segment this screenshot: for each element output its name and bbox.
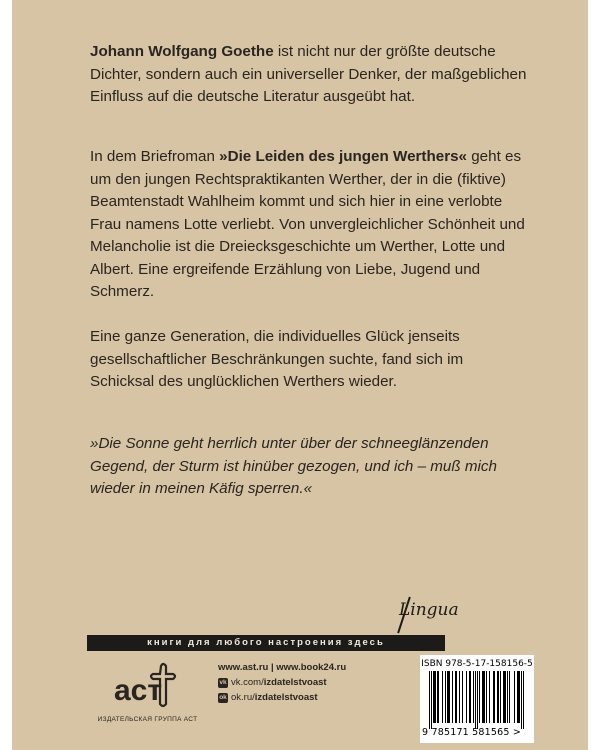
barcode-bar — [475, 671, 476, 729]
barcode-bar — [521, 671, 522, 729]
barcode-icon — [429, 671, 525, 729]
ok-prefix: ok.ru/ — [231, 691, 255, 703]
barcode-bar — [449, 671, 450, 723]
publisher-logo — [90, 660, 205, 730]
barcode-bar — [517, 671, 518, 723]
series-banner: книги для любого настроения здесь — [87, 635, 445, 651]
barcode-bar — [448, 671, 449, 723]
barcode-bar — [483, 671, 484, 723]
publisher-links — [218, 660, 346, 705]
barcode-bar — [431, 671, 432, 729]
synopsis-text: geht es um den jungen Rechtspraktikanten Werther, der in die (fiktive) Beamtenstadt Wahlheim kommt und sich hier in eine verlobte Frau namens Lotte verliebt. Von unvergleichlicher Schönheit und Melancholie ist die Dreiecksgeschichte um Werther, Lotte und Albert. Eine ergreifende Erzählung von Liebe, Jugend und Schmerz. — [90, 148, 525, 300]
vk-icon: vk — [219, 678, 227, 686]
barcode-bar — [445, 671, 446, 723]
barcode-bar — [477, 671, 478, 729]
barcode-bar — [429, 671, 430, 729]
barcode-bar — [523, 671, 524, 729]
barcode-bar — [438, 671, 439, 723]
book-back-cover — [12, 0, 588, 750]
vk-link[interactable] — [218, 675, 346, 690]
barcode-bar — [503, 671, 504, 723]
barcode-bar — [469, 671, 470, 723]
synopsis-paragraph — [90, 146, 530, 304]
barcode-bar — [462, 671, 463, 723]
barcode-bar — [455, 671, 456, 723]
isbn-label: ISBN 978-5-17-158156-5 — [421, 659, 533, 669]
ok-link[interactable] — [218, 690, 346, 705]
barcode-bar — [497, 671, 498, 723]
barcode-bar — [433, 671, 434, 723]
barcode-bar — [456, 671, 457, 723]
barcode-bar — [482, 671, 483, 723]
barcode-bar — [509, 671, 510, 723]
website-links[interactable]: www.ast.ru | www.book24.ru — [218, 661, 347, 673]
barcode-bar — [466, 671, 467, 723]
barcode-bar — [447, 671, 448, 723]
book-title: »Die Leiden des jungen Werthers« — [219, 148, 468, 165]
barcode-bar — [437, 671, 438, 723]
barcode-bar — [514, 671, 515, 723]
imprint-logo: Lingua — [399, 600, 459, 620]
barcode-bar — [518, 671, 519, 723]
barcode-bar — [484, 671, 485, 723]
ok-handle: izdatelstvoast — [254, 691, 318, 703]
barcode-bar — [500, 671, 501, 723]
barcode-bar — [473, 671, 474, 723]
barcode-digits: 9 785171 581565 > — [422, 727, 521, 738]
barcode-bar — [489, 671, 490, 723]
publisher-caption: ИЗДАТЕЛЬСКАЯ ГРУППА АСТ — [97, 716, 198, 723]
generation-paragraph: Eine ganze Generation, die individuelles Glück jenseits gesellschaftlicher Beschränkungen suchte, fand sich im Schicksal des unglücklichen Werthers wieder. — [90, 328, 464, 390]
barcode-bar — [519, 671, 520, 723]
vk-handle: izdatelstvoast — [263, 676, 327, 688]
barcode-bar — [434, 671, 435, 723]
intro-paragraph — [90, 41, 530, 109]
barcode-bar — [442, 671, 443, 723]
barcode-bar — [494, 671, 495, 723]
barcode-bar — [479, 671, 480, 723]
vk-prefix: vk.com/ — [231, 676, 264, 688]
barcode-bar — [452, 671, 453, 723]
ast-logo-text: аст — [114, 674, 163, 707]
barcode-bar — [507, 671, 508, 723]
barcode-bar — [435, 671, 436, 723]
barcode-bar — [459, 671, 460, 723]
ast-logo-icon — [112, 660, 182, 712]
barcode-bar — [498, 671, 499, 723]
intro-text: ist nicht nur der größte deutsche Dichter, sondern auch ein universeller Denker, der maßgeblichen Einfluss auf die deutsche Literatur ausgeübt hat. — [90, 43, 527, 105]
barcode-box — [420, 655, 534, 743]
quote-paragraph: »Die Sonne geht herrlich unter über der schneeglänzenden Gegend, der Sturm ist hinüber gezogen, und ich – muß mich wieder in meinen Käfig sperren.« — [90, 435, 497, 497]
author-name: Johann Wolfgang Goethe — [90, 43, 274, 60]
synopsis-intro: In dem Briefroman — [90, 148, 220, 165]
barcode-bar — [504, 671, 505, 723]
barcode-bar — [486, 671, 487, 723]
barcode-bar — [505, 671, 506, 723]
barcode-bar — [470, 671, 471, 723]
odnoklassniki-icon: ok — [219, 693, 227, 701]
barcode-bar — [493, 671, 494, 723]
